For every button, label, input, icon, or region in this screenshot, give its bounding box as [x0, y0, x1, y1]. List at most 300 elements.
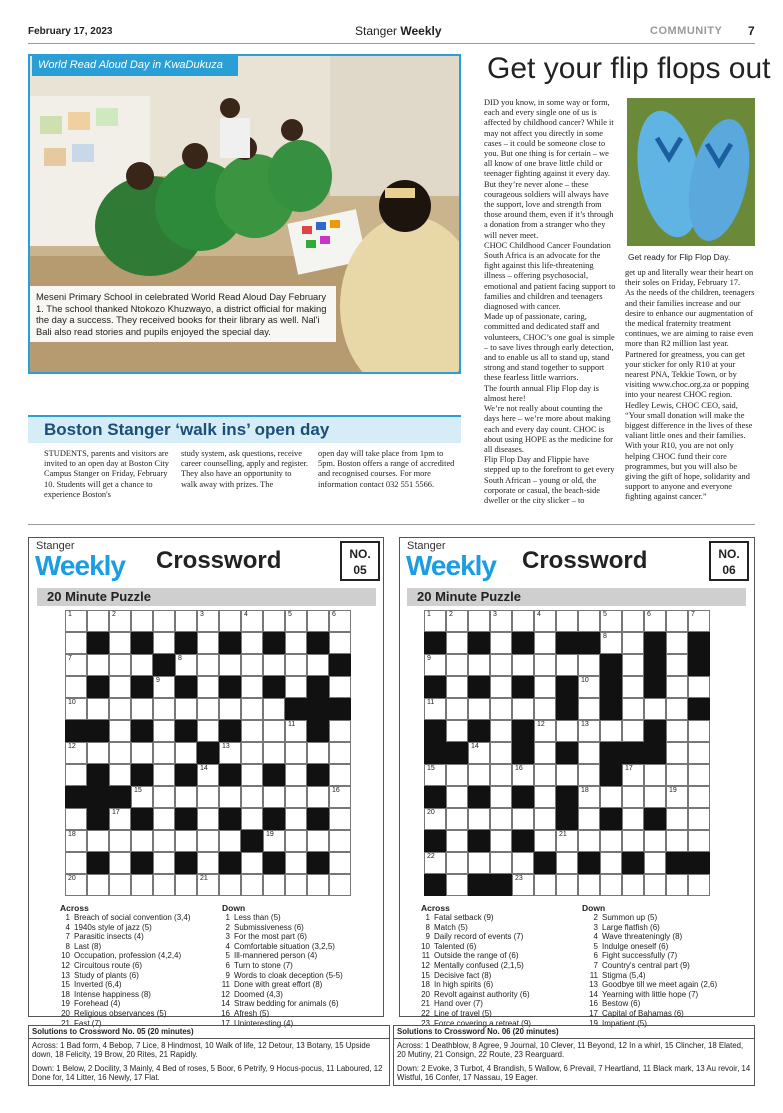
grid-cell[interactable] [263, 786, 285, 808]
grid-cell[interactable] [534, 698, 556, 720]
grid-cell[interactable] [131, 698, 153, 720]
grid-cell[interactable] [578, 874, 600, 896]
grid-cell[interactable] [534, 786, 556, 808]
grid-cell[interactable] [109, 764, 131, 786]
grid-cell[interactable] [241, 720, 263, 742]
grid-cell[interactable] [219, 742, 241, 764]
grid-cell[interactable] [468, 808, 490, 830]
grid-number: 7 [691, 611, 695, 618]
clue-across [412, 980, 531, 990]
grid-cell[interactable] [263, 742, 285, 764]
grid-cell[interactable] [512, 654, 534, 676]
grid-cell[interactable] [175, 610, 197, 632]
grid-cell[interactable] [307, 874, 329, 896]
clue-across [412, 923, 531, 933]
grid-cell[interactable] [197, 830, 219, 852]
cw06-grid [424, 610, 710, 896]
grid-cell[interactable] [131, 610, 153, 632]
grid-number: 3 [493, 611, 497, 618]
grid-cell[interactable] [197, 632, 219, 654]
grid-cell[interactable] [329, 764, 351, 786]
grid-cell[interactable] [688, 830, 710, 852]
grid-cell[interactable] [65, 852, 87, 874]
grid-cell[interactable] [556, 874, 578, 896]
grid-cell[interactable] [197, 654, 219, 676]
grid-cell[interactable] [512, 808, 534, 830]
grid-cell[interactable] [263, 720, 285, 742]
grid-cell[interactable] [688, 610, 710, 632]
grid-cell[interactable] [153, 676, 175, 698]
grid-cell[interactable] [65, 610, 87, 632]
clue-number: 19 [61, 999, 70, 1009]
cw06-logo-big: Weekly [406, 550, 496, 581]
grid-cell[interactable] [285, 830, 307, 852]
grid-cell[interactable] [622, 808, 644, 830]
grid-cell[interactable] [512, 852, 534, 874]
grid-cell[interactable] [512, 610, 534, 632]
grid-block [512, 632, 534, 654]
grid-cell[interactable] [197, 610, 219, 632]
grid-cell[interactable] [424, 698, 446, 720]
grid-cell[interactable] [424, 654, 446, 676]
grid-cell[interactable] [512, 874, 534, 896]
grid-cell[interactable] [666, 698, 688, 720]
grid-cell[interactable] [666, 742, 688, 764]
grid-cell[interactable] [285, 610, 307, 632]
grid-cell[interactable] [600, 720, 622, 742]
grid-cell[interactable] [285, 852, 307, 874]
clue-across [52, 923, 191, 933]
grid-cell[interactable] [307, 786, 329, 808]
grid-cell[interactable] [688, 786, 710, 808]
grid-cell[interactable] [446, 830, 468, 852]
solutions-06-head: Solutions to Crossword No. 06 (20 minutes) [394, 1026, 754, 1039]
grid-cell[interactable] [446, 720, 468, 742]
grid-cell[interactable] [87, 610, 109, 632]
grid-cell[interactable] [644, 874, 666, 896]
cw05-down-heading: Down [222, 903, 246, 913]
grid-cell[interactable] [446, 632, 468, 654]
grid-cell[interactable] [219, 698, 241, 720]
grid-cell[interactable] [285, 808, 307, 830]
grid-cell[interactable] [446, 698, 468, 720]
grid-cell[interactable] [446, 764, 468, 786]
grid-cell[interactable] [468, 654, 490, 676]
grid-block [600, 698, 622, 720]
grid-cell[interactable] [263, 654, 285, 676]
clue-down [212, 923, 343, 933]
grid-cell[interactable] [307, 742, 329, 764]
grid-cell[interactable] [666, 654, 688, 676]
grid-cell[interactable] [197, 720, 219, 742]
grid-cell[interactable] [65, 808, 87, 830]
grid-cell[interactable] [241, 874, 263, 896]
clue-text: Turn to stone (7) [234, 960, 293, 970]
grid-block [468, 874, 490, 896]
grid-cell[interactable] [666, 610, 688, 632]
grid-cell[interactable] [534, 830, 556, 852]
grid-cell[interactable] [424, 808, 446, 830]
grid-cell[interactable] [65, 676, 87, 698]
grid-cell[interactable] [109, 808, 131, 830]
grid-cell[interactable] [534, 610, 556, 632]
masthead-b: Weekly [400, 24, 442, 38]
clue-down [580, 951, 717, 961]
grid-cell[interactable] [534, 632, 556, 654]
grid-cell[interactable] [197, 874, 219, 896]
grid-cell[interactable] [219, 786, 241, 808]
grid-cell[interactable] [241, 808, 263, 830]
grid-cell[interactable] [87, 698, 109, 720]
grid-cell[interactable] [197, 786, 219, 808]
grid-cell[interactable] [329, 720, 351, 742]
grid-cell[interactable] [131, 830, 153, 852]
grid-cell[interactable] [512, 764, 534, 786]
grid-cell[interactable] [490, 852, 512, 874]
grid-cell[interactable] [490, 742, 512, 764]
grid-cell[interactable] [534, 742, 556, 764]
grid-cell[interactable] [329, 632, 351, 654]
grid-cell[interactable] [109, 742, 131, 764]
grid-cell[interactable] [175, 786, 197, 808]
clue-down [580, 971, 717, 981]
grid-cell[interactable] [87, 742, 109, 764]
grid-cell[interactable] [446, 852, 468, 874]
photo-caption: Meseni Primary School in celebrated World Read Aloud Day February 1. The school thanked Ntokozo Khuzwayo, a district official for making the day a success. They received books for their library as well. Nal'i Bali also read stories and pupils enjoyed the special day. [30, 286, 336, 342]
grid-cell[interactable] [534, 808, 556, 830]
grid-block [622, 742, 644, 764]
grid-cell[interactable] [644, 852, 666, 874]
grid-cell[interactable] [468, 610, 490, 632]
grid-cell[interactable] [329, 852, 351, 874]
grid-cell[interactable] [622, 610, 644, 632]
grid-cell[interactable] [131, 742, 153, 764]
cw06-no-label: NO. [718, 547, 740, 561]
grid-cell[interactable] [285, 786, 307, 808]
grid-cell[interactable] [263, 874, 285, 896]
grid-cell[interactable] [556, 720, 578, 742]
grid-block [307, 720, 329, 742]
grid-cell[interactable] [468, 852, 490, 874]
grid-cell[interactable] [622, 720, 644, 742]
grid-cell[interactable] [600, 852, 622, 874]
grid-cell[interactable] [241, 852, 263, 874]
grid-cell[interactable] [153, 852, 175, 874]
grid-cell[interactable] [666, 676, 688, 698]
clue-text: Forehead (4) [74, 999, 121, 1009]
grid-cell[interactable] [153, 764, 175, 786]
grid-cell[interactable] [688, 764, 710, 786]
grid-cell[interactable] [490, 808, 512, 830]
clue-text: Outside the range of (6) [434, 951, 519, 961]
grid-cell[interactable] [109, 720, 131, 742]
grid-cell[interactable] [131, 786, 153, 808]
grid-cell[interactable] [197, 698, 219, 720]
grid-block [175, 808, 197, 830]
grid-cell[interactable] [534, 874, 556, 896]
grid-cell[interactable] [468, 764, 490, 786]
grid-cell[interactable] [87, 874, 109, 896]
clue-number: 14 [221, 999, 230, 1009]
clue-across [412, 990, 531, 1000]
grid-cell[interactable] [153, 830, 175, 852]
clue-number: 21 [421, 999, 430, 1009]
grid-cell[interactable] [490, 764, 512, 786]
clue-text: Match (5) [434, 922, 468, 932]
grid-cell[interactable] [65, 830, 87, 852]
grid-cell[interactable] [65, 654, 87, 676]
grid-cell[interactable] [109, 610, 131, 632]
grid-cell[interactable] [578, 786, 600, 808]
clue-text: For the most part (6) [234, 932, 307, 942]
grid-cell[interactable] [219, 830, 241, 852]
grid-cell[interactable] [468, 742, 490, 764]
grid-cell[interactable] [131, 874, 153, 896]
grid-cell[interactable] [578, 808, 600, 830]
grid-cell[interactable] [197, 676, 219, 698]
grid-cell[interactable] [666, 874, 688, 896]
grid-cell[interactable] [175, 654, 197, 676]
clue-text: Less than (5) [234, 913, 281, 922]
grid-cell[interactable] [153, 808, 175, 830]
grid-cell[interactable] [197, 852, 219, 874]
grid-cell[interactable] [534, 764, 556, 786]
grid-cell[interactable] [644, 786, 666, 808]
grid-cell[interactable] [578, 764, 600, 786]
grid-cell[interactable] [329, 676, 351, 698]
grid-cell[interactable] [490, 720, 512, 742]
grid-cell[interactable] [446, 786, 468, 808]
grid-cell[interactable] [153, 698, 175, 720]
clue-down [580, 990, 717, 1000]
grid-cell[interactable] [263, 830, 285, 852]
grid-cell[interactable] [109, 698, 131, 720]
grid-cell[interactable] [307, 830, 329, 852]
grid-cell[interactable] [241, 676, 263, 698]
grid-cell[interactable] [600, 632, 622, 654]
grid-cell[interactable] [666, 764, 688, 786]
grid-cell[interactable] [87, 654, 109, 676]
grid-cell[interactable] [219, 874, 241, 896]
grid-cell[interactable] [622, 874, 644, 896]
clue-text: Capital of Bahamas (6) [602, 1008, 684, 1018]
grid-cell[interactable] [490, 830, 512, 852]
grid-cell[interactable] [622, 698, 644, 720]
grid-cell[interactable] [622, 830, 644, 852]
grid-cell[interactable] [153, 742, 175, 764]
grid-cell[interactable] [578, 654, 600, 676]
grid-cell[interactable] [468, 698, 490, 720]
grid-cell[interactable] [109, 874, 131, 896]
grid-cell[interactable] [490, 698, 512, 720]
grid-cell[interactable] [556, 610, 578, 632]
grid-cell[interactable] [600, 610, 622, 632]
grid-cell[interactable] [424, 852, 446, 874]
grid-cell[interactable] [329, 742, 351, 764]
grid-cell[interactable] [175, 742, 197, 764]
clue-text: Stigma (5,4) [602, 970, 646, 980]
grid-block [153, 654, 175, 676]
grid-cell[interactable] [131, 654, 153, 676]
grid-cell[interactable] [87, 830, 109, 852]
grid-cell[interactable] [285, 632, 307, 654]
grid-cell[interactable] [65, 764, 87, 786]
grid-cell[interactable] [490, 632, 512, 654]
grid-cell[interactable] [285, 676, 307, 698]
grid-cell[interactable] [446, 874, 468, 896]
grid-cell[interactable] [644, 764, 666, 786]
grid-cell[interactable] [175, 874, 197, 896]
grid-cell[interactable] [153, 874, 175, 896]
grid-cell[interactable] [688, 676, 710, 698]
grid-cell[interactable] [600, 786, 622, 808]
grid-cell[interactable] [241, 698, 263, 720]
clue-across [52, 1009, 191, 1019]
grid-cell[interactable] [688, 742, 710, 764]
grid-cell[interactable] [688, 808, 710, 830]
grid-cell[interactable] [578, 610, 600, 632]
grid-cell[interactable] [556, 830, 578, 852]
grid-block [285, 698, 307, 720]
grid-cell[interactable] [285, 654, 307, 676]
grid-cell[interactable] [241, 742, 263, 764]
grid-cell[interactable] [578, 742, 600, 764]
grid-cell[interactable] [688, 720, 710, 742]
grid-cell[interactable] [666, 720, 688, 742]
grid-cell[interactable] [65, 742, 87, 764]
grid-cell[interactable] [556, 654, 578, 676]
clue-text: Straw bedding for animals (6) [234, 999, 339, 1009]
grid-cell[interactable] [600, 874, 622, 896]
grid-cell[interactable] [666, 808, 688, 830]
grid-cell[interactable] [556, 852, 578, 874]
grid-cell[interactable] [622, 654, 644, 676]
clue-text: Ill-mannered person (4) [234, 951, 318, 961]
grid-cell[interactable] [153, 632, 175, 654]
grid-cell[interactable] [241, 764, 263, 786]
cw06-logo-small: Stanger [407, 540, 446, 552]
grid-cell[interactable] [285, 764, 307, 786]
grid-cell[interactable] [666, 830, 688, 852]
grid-cell[interactable] [446, 654, 468, 676]
grid-cell[interactable] [285, 720, 307, 742]
grid-cell[interactable] [241, 654, 263, 676]
grid-cell[interactable] [644, 698, 666, 720]
grid-cell[interactable] [109, 632, 131, 654]
grid-cell[interactable] [285, 742, 307, 764]
grid-cell[interactable] [241, 632, 263, 654]
grid-cell[interactable] [329, 610, 351, 632]
clue-number: 17 [221, 1018, 230, 1028]
grid-cell[interactable] [490, 654, 512, 676]
clue-number: 16 [589, 999, 598, 1009]
grid-cell[interactable] [644, 610, 666, 632]
grid-cell[interactable] [688, 874, 710, 896]
grid-cell[interactable] [175, 830, 197, 852]
grid-cell[interactable] [424, 764, 446, 786]
grid-block [87, 720, 109, 742]
grid-cell[interactable] [446, 610, 468, 632]
grid-cell[interactable] [512, 698, 534, 720]
grid-cell[interactable] [490, 786, 512, 808]
grid-cell[interactable] [622, 786, 644, 808]
grid-block [87, 676, 109, 698]
grid-number: 23 [515, 875, 523, 882]
cw06-across-heading: Across [421, 903, 450, 913]
grid-block [131, 720, 153, 742]
grid-block [688, 852, 710, 874]
grid-cell[interactable] [65, 632, 87, 654]
grid-cell[interactable] [490, 676, 512, 698]
grid-cell[interactable] [490, 610, 512, 632]
grid-cell[interactable] [622, 676, 644, 698]
grid-cell[interactable] [153, 720, 175, 742]
grid-cell[interactable] [109, 830, 131, 852]
grid-cell[interactable] [666, 786, 688, 808]
grid-cell[interactable] [263, 610, 285, 632]
grid-cell[interactable] [622, 764, 644, 786]
grid-cell[interactable] [153, 786, 175, 808]
grid-cell[interactable] [65, 874, 87, 896]
grid-cell[interactable] [329, 786, 351, 808]
grid-cell[interactable] [241, 610, 263, 632]
grid-cell[interactable] [153, 610, 175, 632]
grid-cell[interactable] [556, 764, 578, 786]
grid-cell[interactable] [219, 610, 241, 632]
grid-cell[interactable] [307, 654, 329, 676]
grid-cell[interactable] [534, 676, 556, 698]
flip-title: Get your flip flops out [487, 52, 771, 85]
grid-cell[interactable] [666, 632, 688, 654]
clue-text: Impatient (5) [602, 1018, 647, 1028]
grid-cell[interactable] [600, 830, 622, 852]
grid-cell[interactable] [534, 720, 556, 742]
grid-cell[interactable] [578, 720, 600, 742]
grid-cell[interactable] [534, 654, 556, 676]
grid-cell[interactable] [307, 610, 329, 632]
grid-cell[interactable] [109, 852, 131, 874]
grid-block [556, 808, 578, 830]
grid-cell[interactable] [219, 654, 241, 676]
grid-block [424, 632, 446, 654]
grid-cell[interactable] [197, 808, 219, 830]
grid-cell[interactable] [329, 874, 351, 896]
grid-cell[interactable] [175, 698, 197, 720]
grid-cell[interactable] [109, 654, 131, 676]
grid-cell[interactable] [109, 676, 131, 698]
grid-cell[interactable] [578, 830, 600, 852]
grid-cell[interactable] [263, 698, 285, 720]
grid-cell[interactable] [329, 808, 351, 830]
grid-number: 2 [449, 611, 453, 618]
grid-cell[interactable] [65, 698, 87, 720]
grid-cell[interactable] [329, 830, 351, 852]
grid-cell[interactable] [446, 808, 468, 830]
grid-cell[interactable] [446, 676, 468, 698]
grid-block [512, 786, 534, 808]
grid-cell[interactable] [578, 676, 600, 698]
grid-cell[interactable] [424, 610, 446, 632]
grid-cell[interactable] [197, 764, 219, 786]
grid-cell[interactable] [285, 874, 307, 896]
grid-cell[interactable] [578, 698, 600, 720]
clue-text: Yearning with little hope (7) [602, 989, 699, 999]
clue-down [580, 999, 717, 1009]
grid-block [644, 676, 666, 698]
grid-cell[interactable] [644, 830, 666, 852]
grid-cell[interactable] [241, 786, 263, 808]
grid-cell[interactable] [622, 632, 644, 654]
